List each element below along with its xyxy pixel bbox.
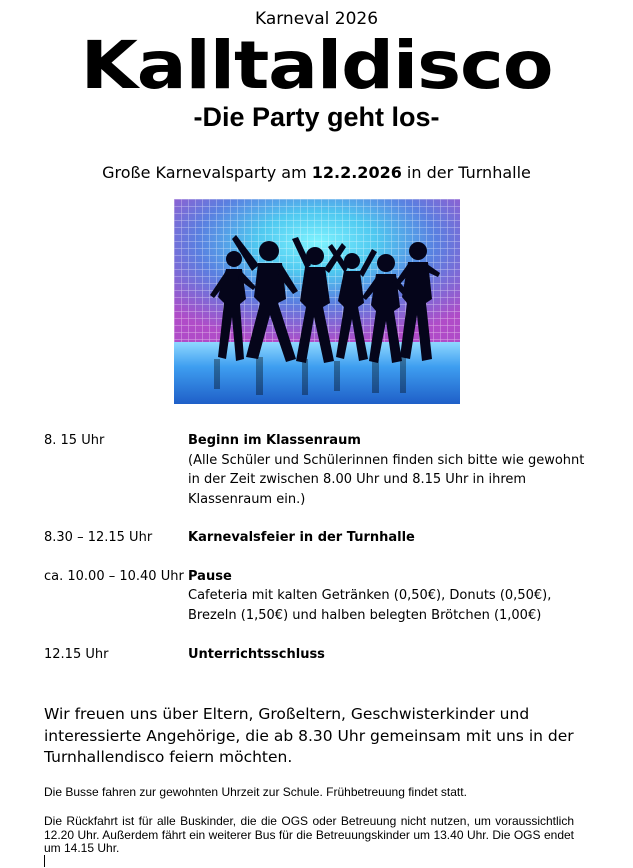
schedule-title: Karnevalsfeier in der Turnhalle: [188, 530, 415, 545]
schedule-time: ca. 10.00 – 10.40 Uhr: [44, 569, 184, 584]
schedule-desc-line: Brezeln (1,50€) und halben belegten Brötchen (1,00€): [188, 608, 542, 623]
schedule-title: Unterrichtsschluss: [188, 647, 325, 662]
tagline: -Die Party geht los-: [193, 102, 440, 132]
schedule-desc-line: in der Zeit zwischen 8.00 Uhr und 8.15 Uhr in ihrem: [188, 472, 527, 487]
schedule-desc-line: Klassenraum ein.): [188, 492, 306, 507]
schedule-time: 8.30 – 12.15 Uhr: [44, 530, 153, 545]
intro-prefix: Große Karnevalsparty am: [102, 163, 312, 182]
schedule-time: 12.15 Uhr: [44, 647, 109, 662]
schedule-time: 8. 15 Uhr: [44, 433, 105, 448]
text-cursor: [44, 855, 45, 867]
schedule-desc-line: (Alle Schüler und Schülerinnen finden sich bitte wie gewohnt: [188, 453, 585, 468]
schedule-title: Pause: [188, 569, 232, 584]
schedule-desc-line: Cafeteria mit kalten Getränken (0,50€), Donuts (0,50€),: [188, 588, 552, 603]
bus-note: Die Busse fahren zur gewohnten Uhrzeit zur Schule. Frühbetreuung findet statt.: [44, 785, 467, 799]
intro-suffix: in der Turnhalle: [401, 163, 531, 182]
intro-date: 12.2.2026: [311, 163, 402, 182]
return-note: Die Rückfahrt ist für alle Buskinder, die die OGS oder Betreuung nicht nutzen, um voraussichtlich 12.20 Uhr. Außerdem fährt ein weiterer Bus für die Betreuungskinder um 13.40 Uhr. Die OGS endet um 14.15 Uhr.: [44, 814, 574, 855]
page-title: Kalltaldisco: [80, 27, 553, 104]
schedule-title: Beginn im Klassenraum: [188, 433, 361, 448]
intro-line: [0, 163, 633, 182]
invitation-paragraph: Wir freuen uns über Eltern, Großeltern, Geschwisterkinder und interessierte Angehörige, die ab 8.30 Uhr gemeinsam mit uns in der Turnhallendisco feiern möchten.: [44, 705, 574, 766]
dancing-silhouettes-image: [174, 199, 460, 404]
event-label: Karneval 2026: [254, 9, 379, 29]
